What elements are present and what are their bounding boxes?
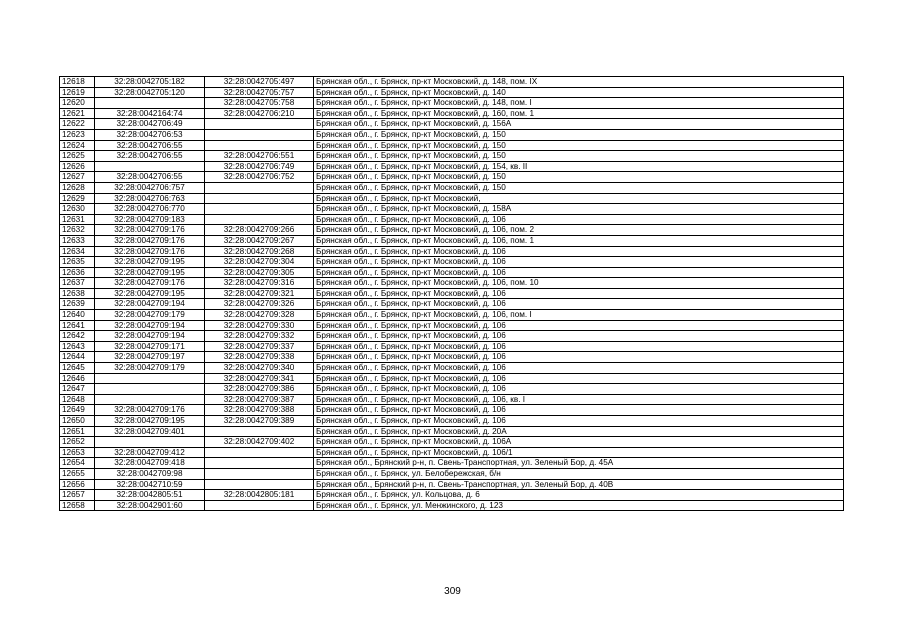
row-number-cell: 12652 [60, 437, 95, 448]
parcel-number-cell: 32:28:0042709:412 [95, 447, 205, 458]
row-number-cell: 12629 [60, 193, 95, 204]
row-number-cell: 12644 [60, 352, 95, 363]
row-number-cell: 12622 [60, 119, 95, 130]
row-number-cell: 12618 [60, 77, 95, 88]
address-cell: Брянская обл., г. Брянск, пр-кт Московский, д. 106, пом. 10 [314, 278, 844, 289]
object-number-cell [205, 500, 314, 511]
parcel-number-cell: 32:28:0042709:98 [95, 468, 205, 479]
parcel-number-cell: 32:28:0042706:55 [95, 172, 205, 183]
table-row [60, 490, 844, 501]
parcel-number-cell: 32:28:0042706:55 [95, 140, 205, 151]
address-cell: Брянская обл., г. Брянск, пр-кт Московский, д. 106 [314, 267, 844, 278]
table-row [60, 310, 844, 321]
address-cell: Брянская обл., г. Брянск, пр-кт Московский, д. 106, кв. I [314, 394, 844, 405]
row-number-cell: 12645 [60, 363, 95, 374]
table-row [60, 363, 844, 374]
row-number-cell: 12627 [60, 172, 95, 183]
parcel-number-cell: 32:28:0042709:183 [95, 214, 205, 225]
table-row [60, 320, 844, 331]
row-number-cell: 12633 [60, 235, 95, 246]
address-cell: Брянская обл., г. Брянск, пр-кт Московский, д. 106 [314, 246, 844, 257]
address-cell: Брянская обл., г. Брянск, пр-кт Московский, д. 106 [314, 257, 844, 268]
table-row [60, 384, 844, 395]
object-number-cell: 32:28:0042709:388 [205, 405, 314, 416]
object-number-cell: 32:28:0042709:267 [205, 235, 314, 246]
cadastral-table [59, 76, 844, 511]
table-row [60, 267, 844, 278]
object-number-cell: 32:28:0042709:266 [205, 225, 314, 236]
table-row [60, 140, 844, 151]
address-cell: Брянская обл., г. Брянск, пр-кт Московский, д. 148, пом. I [314, 98, 844, 109]
parcel-number-cell: 32:28:0042805:51 [95, 490, 205, 501]
address-cell: Брянская обл., г. Брянск, пр-кт Московский, д. 140 [314, 87, 844, 98]
table-row [60, 193, 844, 204]
parcel-number-cell: 32:28:0042709:195 [95, 267, 205, 278]
table-row [60, 108, 844, 119]
object-number-cell [205, 119, 314, 130]
parcel-number-cell: 32:28:0042709:176 [95, 278, 205, 289]
object-number-cell: 32:28:0042705:497 [205, 77, 314, 88]
address-cell: Брянская обл., г. Брянск, ул. Кольцова, д. 6 [314, 490, 844, 501]
address-cell: Брянская обл., г. Брянск, пр-кт Московский, д. 106, пом. I [314, 310, 844, 321]
object-number-cell [205, 182, 314, 193]
parcel-number-cell: 32:28:0042901:60 [95, 500, 205, 511]
table-row [60, 87, 844, 98]
address-cell: Брянская обл., г. Брянск, пр-кт Московский, д. 150 [314, 182, 844, 193]
object-number-cell: 32:28:0042709:268 [205, 246, 314, 257]
address-cell: Брянская обл., г. Брянск, пр-кт Московский, д. 106 [314, 373, 844, 384]
row-number-cell: 12630 [60, 204, 95, 215]
object-number-cell: 32:28:0042709:389 [205, 416, 314, 427]
address-cell: Брянская обл., г. Брянск, ул. Менжинского, д. 123 [314, 500, 844, 511]
row-number-cell: 12625 [60, 151, 95, 162]
object-number-cell [205, 129, 314, 140]
row-number-cell: 12657 [60, 490, 95, 501]
row-number-cell: 12631 [60, 214, 95, 225]
address-cell: Брянская обл., г. Брянск, пр-кт Московский, д. 106 [314, 214, 844, 225]
object-number-cell: 32:28:0042709:328 [205, 310, 314, 321]
parcel-number-cell: 32:28:0042706:55 [95, 151, 205, 162]
object-number-cell: 32:28:0042709:304 [205, 257, 314, 268]
row-number-cell: 12637 [60, 278, 95, 289]
parcel-number-cell [95, 98, 205, 109]
object-number-cell [205, 214, 314, 225]
parcel-number-cell: 32:28:0042709:179 [95, 363, 205, 374]
parcel-number-cell: 32:28:0042706:770 [95, 204, 205, 215]
row-number-cell: 12650 [60, 416, 95, 427]
object-number-cell: 32:28:0042709:321 [205, 288, 314, 299]
object-number-cell: 32:28:0042706:551 [205, 151, 314, 162]
table-row [60, 447, 844, 458]
parcel-number-cell: 32:28:0042709:194 [95, 320, 205, 331]
row-number-cell: 12642 [60, 331, 95, 342]
parcel-number-cell: 32:28:0042709:194 [95, 331, 205, 342]
row-number-cell: 12636 [60, 267, 95, 278]
parcel-number-cell: 32:28:0042709:171 [95, 341, 205, 352]
object-number-cell: 32:28:0042706:749 [205, 161, 314, 172]
row-number-cell: 12647 [60, 384, 95, 395]
parcel-number-cell: 32:28:0042706:763 [95, 193, 205, 204]
table-row [60, 278, 844, 289]
row-number-cell: 12632 [60, 225, 95, 236]
address-cell: Брянская обл., г. Брянск, пр-кт Московский, д. 106 [314, 405, 844, 416]
object-number-cell [205, 458, 314, 469]
table-row [60, 416, 844, 427]
parcel-number-cell: 32:28:0042710:59 [95, 479, 205, 490]
address-cell: Брянская обл., г. Брянск, пр-кт Московский, д. 106 [314, 416, 844, 427]
row-number-cell: 12654 [60, 458, 95, 469]
address-cell: Брянская обл., г. Брянск, пр-кт Московский, д. 150 [314, 140, 844, 151]
table-row [60, 172, 844, 183]
table-row [60, 373, 844, 384]
table-body [60, 77, 844, 511]
table-row [60, 331, 844, 342]
parcel-number-cell: 32:28:0042709:176 [95, 225, 205, 236]
object-number-cell [205, 193, 314, 204]
table-row [60, 225, 844, 236]
address-cell: Брянская обл., г. Брянск, пр-кт Московский, д. 154, кв. II [314, 161, 844, 172]
row-number-cell: 12648 [60, 394, 95, 405]
address-cell: Брянская обл., г. Брянск, пр-кт Московский, д. 106 [314, 384, 844, 395]
address-cell: Брянская обл., г. Брянск, пр-кт Московский, д. 106 [314, 320, 844, 331]
table-row [60, 405, 844, 416]
address-cell: Брянская обл., г. Брянск, пр-кт Московский, д. 160, пом. 1 [314, 108, 844, 119]
address-cell: Брянская обл., Брянский р-н, п. Свень-Транспортная, ул. Зеленый Бор, д. 40В [314, 479, 844, 490]
table-row [60, 204, 844, 215]
row-number-cell: 12623 [60, 129, 95, 140]
object-number-cell: 32:28:0042709:338 [205, 352, 314, 363]
address-cell: Брянская обл., г. Брянск, пр-кт Московский, д. 20А [314, 426, 844, 437]
parcel-number-cell: 32:28:0042705:182 [95, 77, 205, 88]
parcel-number-cell: 32:28:0042709:176 [95, 246, 205, 257]
table-row [60, 161, 844, 172]
parcel-number-cell [95, 373, 205, 384]
row-number-cell: 12620 [60, 98, 95, 109]
address-cell: Брянская обл., г. Брянск, пр-кт Московский, д. 106/1 [314, 447, 844, 458]
table-row [60, 129, 844, 140]
table-row [60, 235, 844, 246]
table-row [60, 257, 844, 268]
table-row [60, 479, 844, 490]
address-cell: Брянская обл., г. Брянск, пр-кт Московский, д. 150 [314, 129, 844, 140]
address-cell: Брянская обл., г. Брянск, пр-кт Московский, д. 158А [314, 204, 844, 215]
object-number-cell: 32:28:0042709:386 [205, 384, 314, 395]
parcel-number-cell: 32:28:0042706:757 [95, 182, 205, 193]
table-row [60, 98, 844, 109]
table-row [60, 77, 844, 88]
object-number-cell: 32:28:0042709:332 [205, 331, 314, 342]
parcel-number-cell: 32:28:0042706:49 [95, 119, 205, 130]
object-number-cell [205, 204, 314, 215]
table-row [60, 437, 844, 448]
parcel-number-cell: 32:28:0042164:74 [95, 108, 205, 119]
object-number-cell: 32:28:0042705:757 [205, 87, 314, 98]
parcel-number-cell: 32:28:0042709:418 [95, 458, 205, 469]
row-number-cell: 12646 [60, 373, 95, 384]
row-number-cell: 12655 [60, 468, 95, 479]
row-number-cell: 12640 [60, 310, 95, 321]
parcel-number-cell [95, 161, 205, 172]
table-row [60, 468, 844, 479]
table-row [60, 394, 844, 405]
page-number: 309 [444, 586, 461, 597]
parcel-number-cell: 32:28:0042709:194 [95, 299, 205, 310]
row-number-cell: 12638 [60, 288, 95, 299]
parcel-number-cell: 32:28:0042709:195 [95, 416, 205, 427]
object-number-cell: 32:28:0042706:752 [205, 172, 314, 183]
parcel-number-cell: 32:28:0042709:176 [95, 235, 205, 246]
table-row [60, 352, 844, 363]
row-number-cell: 12639 [60, 299, 95, 310]
row-number-cell: 12658 [60, 500, 95, 511]
row-number-cell: 12635 [60, 257, 95, 268]
address-cell: Брянская обл., г. Брянск, пр-кт Московский, [314, 193, 844, 204]
table-row [60, 246, 844, 257]
parcel-number-cell: 32:28:0042709:176 [95, 405, 205, 416]
object-number-cell: 32:28:0042709:341 [205, 373, 314, 384]
parcel-number-cell: 32:28:0042709:195 [95, 257, 205, 268]
row-number-cell: 12649 [60, 405, 95, 416]
address-cell: Брянская обл., г. Брянск, пр-кт Московский, д. 106 [314, 341, 844, 352]
parcel-number-cell: 32:28:0042709:401 [95, 426, 205, 437]
table-row [60, 288, 844, 299]
row-number-cell: 12643 [60, 341, 95, 352]
row-number-cell: 12641 [60, 320, 95, 331]
address-cell: Брянская обл., г. Брянск, пр-кт Московский, д. 106А [314, 437, 844, 448]
object-number-cell: 32:28:0042709:326 [205, 299, 314, 310]
parcel-number-cell: 32:28:0042709:197 [95, 352, 205, 363]
row-number-cell: 12656 [60, 479, 95, 490]
row-number-cell: 12634 [60, 246, 95, 257]
object-number-cell [205, 426, 314, 437]
row-number-cell: 12626 [60, 161, 95, 172]
parcel-number-cell: 32:28:0042709:195 [95, 288, 205, 299]
parcel-number-cell: 32:28:0042705:120 [95, 87, 205, 98]
parcel-number-cell [95, 394, 205, 405]
object-number-cell: 32:28:0042709:340 [205, 363, 314, 374]
object-number-cell: 32:28:0042706:210 [205, 108, 314, 119]
address-cell: Брянская обл., г. Брянск, ул. Белобережская, б/н [314, 468, 844, 479]
object-number-cell [205, 140, 314, 151]
table-row [60, 500, 844, 511]
object-number-cell [205, 479, 314, 490]
address-cell: Брянская обл., г. Брянск, пр-кт Московский, д. 148, пом. IX [314, 77, 844, 88]
object-number-cell [205, 468, 314, 479]
address-cell: Брянская обл., г. Брянск, пр-кт Московский, д. 106, пом. 2 [314, 225, 844, 236]
address-cell: Брянская обл., г. Брянск, пр-кт Московский, д. 150 [314, 172, 844, 183]
address-cell: Брянская обл., г. Брянск, пр-кт Московский, д. 156А [314, 119, 844, 130]
table-row [60, 299, 844, 310]
object-number-cell: 32:28:0042709:305 [205, 267, 314, 278]
object-number-cell [205, 447, 314, 458]
object-number-cell: 32:28:0042709:402 [205, 437, 314, 448]
parcel-number-cell [95, 437, 205, 448]
table-row [60, 151, 844, 162]
address-cell: Брянская обл., г. Брянск, пр-кт Московский, д. 106 [314, 363, 844, 374]
row-number-cell: 12624 [60, 140, 95, 151]
parcel-number-cell [95, 384, 205, 395]
table-row [60, 182, 844, 193]
address-cell: Брянская обл., г. Брянск, пр-кт Московский, д. 106 [314, 331, 844, 342]
address-cell: Брянская обл., г. Брянск, пр-кт Московский, д. 106, пом. 1 [314, 235, 844, 246]
object-number-cell: 32:28:0042705:758 [205, 98, 314, 109]
address-cell: Брянская обл., г. Брянск, пр-кт Московский, д. 106 [314, 288, 844, 299]
address-cell: Брянская обл., г. Брянск, пр-кт Московский, д. 106 [314, 299, 844, 310]
parcel-number-cell: 32:28:0042709:179 [95, 310, 205, 321]
address-cell: Брянская обл., г. Брянск, пр-кт Московский, д. 150 [314, 151, 844, 162]
object-number-cell: 32:28:0042709:337 [205, 341, 314, 352]
address-cell: Брянская обл., г. Брянск, пр-кт Московский, д. 106 [314, 352, 844, 363]
row-number-cell: 12651 [60, 426, 95, 437]
table-row [60, 341, 844, 352]
row-number-cell: 12628 [60, 182, 95, 193]
table-row [60, 458, 844, 469]
object-number-cell: 32:28:0042709:316 [205, 278, 314, 289]
address-cell: Брянская обл., Брянский р-н, п. Свень-Транспортная, ул. Зеленый Бор, д. 45А [314, 458, 844, 469]
row-number-cell: 12619 [60, 87, 95, 98]
object-number-cell: 32:28:0042805:181 [205, 490, 314, 501]
row-number-cell: 12653 [60, 447, 95, 458]
table-row [60, 119, 844, 130]
table-row [60, 426, 844, 437]
object-number-cell: 32:28:0042709:387 [205, 394, 314, 405]
row-number-cell: 12621 [60, 108, 95, 119]
table-row [60, 214, 844, 225]
parcel-number-cell: 32:28:0042706:53 [95, 129, 205, 140]
object-number-cell: 32:28:0042709:330 [205, 320, 314, 331]
